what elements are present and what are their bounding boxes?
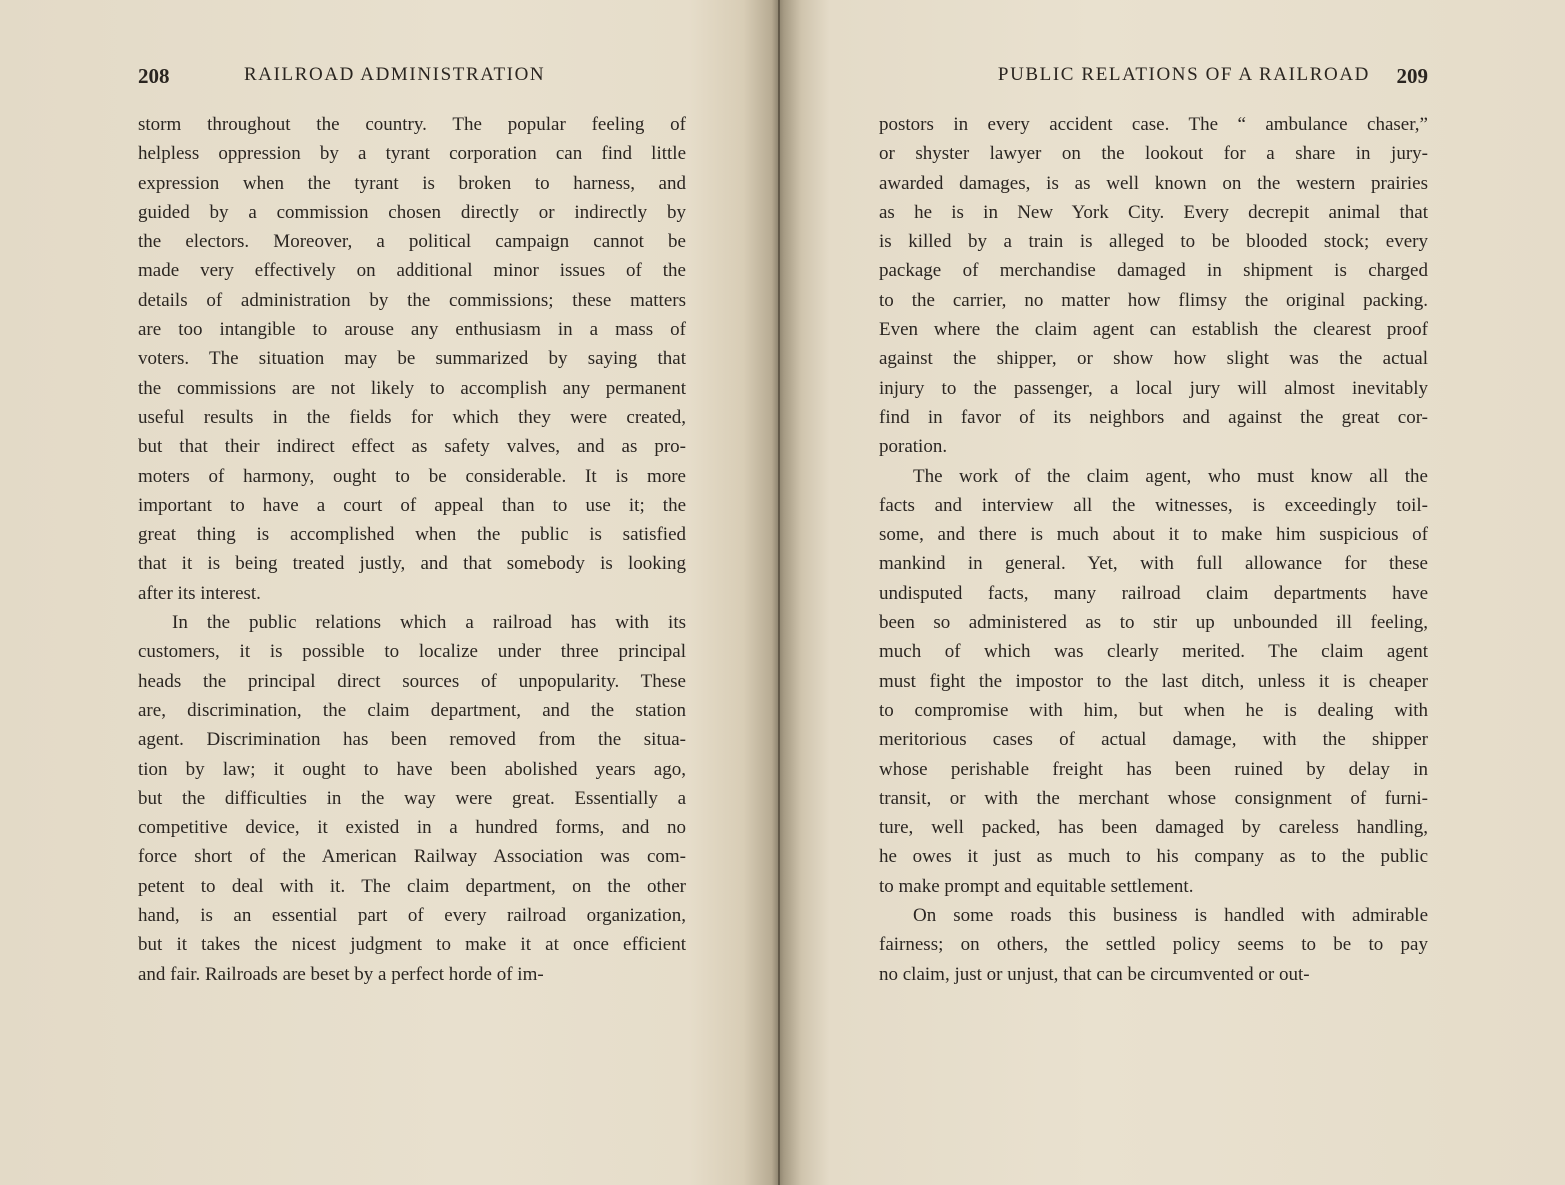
text-line: must fight the impostor to the last ditch, unless it is cheaper — [879, 670, 1428, 692]
text-line: guided by a commission chosen directly or indirectly by — [138, 201, 686, 223]
text-line: after its interest. — [138, 582, 261, 604]
text-line: no claim, just or unjust, that can be circumvented or out- — [879, 963, 1310, 985]
text-line: important to have a court of appeal than to use it; the — [138, 494, 686, 516]
left-running-title: RAILROAD ADMINISTRATION — [244, 64, 546, 85]
text-line: awarded damages, is as well known on the western prairies — [879, 172, 1428, 194]
text-line: transit, or with the merchant whose consignment of furni- — [879, 787, 1428, 809]
text-line: mankind in general. Yet, with full allowance for these — [879, 553, 1428, 575]
text-line: storm throughout the country. The popular feeling of — [138, 114, 686, 135]
text-line: fairness; on others, the settled policy seems to be to pay — [879, 934, 1428, 956]
text-line: The work of the claim agent, who must know all the — [913, 465, 1428, 487]
text-line: heads the principal direct sources of unpopularity. These — [138, 670, 686, 692]
right-page-number: 209 — [1396, 64, 1428, 88]
text-line: helpless oppression by a tyrant corporation can find little — [138, 143, 686, 165]
text-line: to make prompt and equitable settlement. — [879, 875, 1194, 897]
paragraph — [879, 462, 1428, 901]
text-line: voters. The situation may be summarized by saying that — [138, 348, 686, 370]
left-body-text — [138, 110, 686, 989]
text-line: competitive device, it existed in a hundred forms, and no — [138, 817, 686, 839]
text-line: against the shipper, or show how slight was the actual — [879, 348, 1428, 370]
text-line: is killed by a train is alleged to be blooded stock; every — [879, 231, 1428, 253]
text-line: In the public relations which a railroad has with its — [172, 612, 686, 634]
text-line: made very effectively on additional minor issues of the — [138, 260, 686, 282]
text-line: ture, well packed, has been damaged by careless handling, — [879, 817, 1428, 839]
text-line: or shyster lawyer on the lookout for a share in jury- — [879, 143, 1428, 165]
text-line: On some roads this business is handled with admirable — [913, 905, 1428, 927]
text-line: but it takes the nicest judgment to make it at once efficient — [138, 934, 686, 956]
text-line: but that their indirect effect as safety valves, and as pro- — [138, 436, 686, 458]
text-line: useful results in the fields for which they were created, — [138, 406, 686, 428]
text-line: much of which was clearly merited. The claim agent — [879, 641, 1428, 663]
left-page — [138, 0, 686, 1185]
left-running-head — [138, 64, 686, 94]
text-line: force short of the American Railway Association was com- — [138, 846, 686, 868]
text-line: been so administered as to stir up unbounded ill feeling, — [879, 612, 1428, 634]
right-running-head — [879, 64, 1428, 94]
text-line: Even where the claim agent can establish the clearest proof — [879, 319, 1428, 341]
text-line: the commissions are not likely to accomplish any permanent — [138, 377, 686, 399]
right-body-text — [879, 110, 1428, 989]
text-line: tion by law; it ought to have been abolished years ago, — [138, 758, 686, 780]
text-line: but the difficulties in the way were great. Essentially a — [138, 787, 686, 809]
text-line: and fair. Railroads are beset by a perfect horde of im- — [138, 963, 544, 985]
text-line: moters of harmony, ought to be considerable. It is more — [138, 465, 686, 487]
text-line: package of merchandise damaged in shipment is charged — [879, 260, 1428, 282]
text-line: he owes it just as much to his company as to the public — [879, 846, 1428, 868]
text-line: find in favor of its neighbors and against the great cor- — [879, 406, 1428, 428]
text-line: to the carrier, no matter how flimsy the original packing. — [879, 289, 1428, 311]
text-line: hand, is an essential part of every railroad organization, — [138, 905, 686, 927]
text-line: poration. — [879, 436, 948, 458]
right-running-title: PUBLIC RELATIONS OF A RAILROAD — [997, 64, 1370, 85]
text-line: postors in every accident case. The “ ambulance chaser,” — [879, 114, 1428, 135]
text-line: that it is being treated justly, and that somebody is looking — [138, 553, 686, 575]
text-line: some, and there is much about it to make him suspicious of — [879, 524, 1428, 546]
right-page — [879, 0, 1428, 1185]
text-line: the electors. Moreover, a political campaign cannot be — [138, 231, 686, 253]
text-line: facts and interview all the witnesses, is exceedingly toil- — [879, 494, 1428, 516]
paragraph — [138, 608, 686, 989]
text-line: injury to the passenger, a local jury will almost inevitably — [879, 377, 1428, 399]
text-line: to compromise with him, but when he is dealing with — [879, 699, 1428, 721]
left-page-number: 208 — [138, 64, 170, 88]
text-line: whose perishable freight has been ruined by delay in — [879, 758, 1428, 780]
text-line: petent to deal with it. The claim department, on the other — [138, 875, 686, 897]
book-gutter — [778, 0, 780, 1185]
text-line: as he is in New York City. Every decrepit animal that — [879, 201, 1428, 223]
text-line: agent. Discrimination has been removed from the situa- — [138, 729, 686, 751]
text-line: customers, it is possible to localize under three principal — [138, 641, 686, 663]
text-line: are, discrimination, the claim department, and the station — [138, 699, 686, 721]
text-line: are too intangible to arouse any enthusiasm in a mass of — [138, 319, 686, 341]
paragraph — [879, 901, 1428, 989]
text-line: details of administration by the commissions; these matters — [138, 289, 686, 311]
paragraph — [879, 110, 1428, 462]
text-line: expression when the tyrant is broken to harness, and — [138, 172, 686, 194]
text-line: great thing is accomplished when the public is satisfied — [138, 524, 686, 546]
paragraph — [138, 110, 686, 608]
text-line: undisputed facts, many railroad claim departments have — [879, 582, 1428, 604]
text-line: meritorious cases of actual damage, with the shipper — [879, 729, 1428, 751]
